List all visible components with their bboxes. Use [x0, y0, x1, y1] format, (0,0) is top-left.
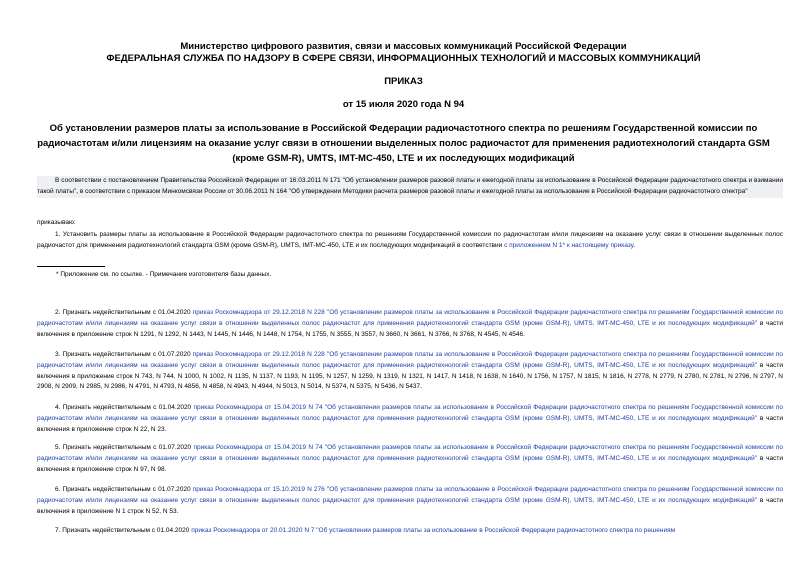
footnote-divider: [37, 266, 105, 267]
appendix-1-link[interactable]: с приложением N 1* к настоящему приказу: [504, 241, 634, 249]
item-2-paragraph: [37, 308, 783, 340]
document-title: Об установлении размеров платы за использование в Российской Федерации радиочастотного спектра по решениям Государственной комиссии по радиочастотам и/или лицензиям на оказание услуг связи в отношении выделенных полос радиочастот для применения радиотехнологий стандарта GSM (кроме GSM-R), UMTS, IMT-MC-450, LTE и их последующих модификаций: [37, 123, 770, 164]
item-5-tail: в части включения в приложение строк N 97, N 98.: [37, 454, 783, 473]
item-3-text: 3. Признать недействительным с 01.07.2020: [55, 351, 193, 358]
prikazyvayu-label: приказываю:: [37, 219, 76, 226]
item-6-tail: в части включения в приложение N 1 строк N 52, N 53.: [37, 496, 783, 515]
order-7-link[interactable]: приказ Роскомнадзора от 20.01.2020 N 7 "Об установлении размеров платы за использование в Российской Федерации радиочастотного спектра по решениям: [191, 527, 676, 534]
item-2-tail: в части включения в приложение строк N 1291, N 1292, N 1443, N 1445, N 1446, N 1448, N 1754, N 1755, N 3555, N 3557, N 3660, N 3661, N 3766, N 3768, N 4545, N 4546.: [37, 319, 783, 338]
item-6-paragraph: [37, 485, 783, 517]
item-5-paragraph: [37, 443, 783, 475]
item-4-text: 4. Признать недействительным с 01.04.2020: [55, 404, 194, 411]
item-1-paragraph: [37, 230, 783, 252]
order-74-link[interactable]: приказ Роскомнадзора от 15.04.2019 N 74 "Об установлении размеров платы за использование в Российской Федерации радиочастотного спектра по решениям Государственной комиссии по радиочастотам и/или лицензиям на оказание услуг связи в отношении выделенных полос радиочастот для применения радиотехнологий стандарта GSM (кроме GSM-R), UMTS, IMT-MC-450, LTE и их последующих модификаций": [37, 444, 783, 462]
preamble-text: В соответствии с постановлением Правительства Российской Федерации от 16.03.2011 N 171 "Об установлении размеров разовой платы и ежегодной платы за использование в Российской Федерации радиочастотного спектра и взимании такой платы", в соответствии с приказом Минкомсвязи России от 30.06.2011 N 164 "Об утверждении Методики расчета размеров разовой платы и ежегодной платы за использование в Российской Федерации радиочастотного спектра": [37, 177, 783, 195]
document-type: ПРИКАЗ: [384, 76, 423, 87]
item-5-text: 5. Признать недействительным с 01.07.2020: [55, 444, 194, 451]
item-4-paragraph: [37, 403, 783, 435]
order-228-link[interactable]: приказ Роскомнадзора от 29.12.2018 N 228 "Об установлении размеров платы за использование в Российской Федерации радиочастотного спектра по решениям Государственной комиссии по радиочастотам и/или лицензиям на оказание услуг связи в отношении выделенных полос радиочастот для применения радиотехнологий стандарта GSM (кроме GSM-R), UMTS, IMT-MC-450, LTE и их последующих модификаций": [37, 309, 783, 327]
item-7-text: 7. Признать недействительным с 01.04.2020: [55, 527, 192, 534]
order-276-link[interactable]: приказ Роскомнадзора от 15.10.2019 N 276 "Об установлении размеров платы за использование в Российской Федерации радиочастотного спектра по решениям Государственной комиссии по радиочастотам и/или лицензиям на оказание услуг связи в отношении выделенных полос радиочастот для применения радиотехнологий стандарта GSM (кроме GSM-R), UMTS, IMT-MC-450, LTE и их последующих модификаций": [37, 486, 783, 504]
item-6-text: 6. Признать недействительным с 01.07.2020: [55, 486, 193, 493]
item-7-paragraph: [37, 526, 783, 537]
ministry-name: Министерство цифрового развития, связи и массовых коммуникаций Российской Федерации: [180, 41, 627, 52]
item-1-text: 1. Установить размеры платы за использование в Российской Федерации радиочастотного спектра по решениям Государственной комиссии по радиочастотам и/или лицензиям на оказание услуг связи в отношении выделенных полос радиочастот для применения радиотехнологий стандарта GSM (кроме GSM-R), UMTS, IMT-MC-450, LTE и их последующих модификаций в соответствии: [37, 231, 783, 249]
item-3-tail: в части включения в приложение строк N 743, N 744, N 1000, N 1002, N 1135, N 1137, N 1193, N 1195, N 1257, N 1259, N 1319, N 1321, N 1417, N 1418, N 1638, N 1640, N 1756, N 1757, N 1815, N 1816, N 2778, N 2779, N 2780, N 2781, N 2796, N 2797, N 2908, N 2909, N 2985, N 2986, N 4791, N 4793, N 4856, N 4858, N 4943, N 4944, N 5013, N 5014, N 5374, N 5375, N 5436, N 5437.: [37, 361, 783, 391]
order-228-link[interactable]: приказ Роскомнадзора от 29.12.2018 N 228 "Об установлении размеров платы за использование в Российской Федерации радиочастотного спектра по решениям Государственной комиссии по радиочастотам и/или лицензиям на оказание услуг связи в отношении выделенных полос радиочастот для применения радиотехнологий стандарта GSM (кроме GSM-R), UMTS, IMT-MC-450, LTE и их последующих модификаций": [37, 351, 783, 369]
service-name: ФЕДЕРАЛЬНАЯ СЛУЖБА ПО НАДЗОРУ В СФЕРЕ СВЯЗИ, ИНФОРМАЦИОННЫХ ТЕХНОЛОГИЙ И МАССОВЫХ КОММУНИКАЦИЙ: [106, 53, 701, 64]
item-4-tail: в части включения в приложение строк N 22, N 23.: [37, 414, 783, 433]
item-3-paragraph: [37, 350, 783, 393]
document-date-number: от 15 июля 2020 года N 94: [342, 99, 465, 110]
item-2-text: 2. Признать недействительным с 01.04.2020: [55, 309, 193, 316]
preamble-paragraph: [37, 176, 783, 198]
footnote-text: * Приложение см. по ссылке. - Примечание изготовителя базы данных.: [56, 271, 272, 278]
item-1-tail: .: [633, 241, 636, 249]
order-74-link[interactable]: приказ Роскомнадзора от 15.04.2019 N 74 "Об установлении размеров платы за использование в Российской Федерации радиочастотного спектра по решениям Государственной комиссии по радиочастотам и/или лицензиям на оказание услуг связи в отношении выделенных полос радиочастот для применения радиотехнологий стандарта GSM (кроме GSM-R), UMTS, IMT-MC-450, LTE и их последующих модификаций": [37, 404, 783, 422]
